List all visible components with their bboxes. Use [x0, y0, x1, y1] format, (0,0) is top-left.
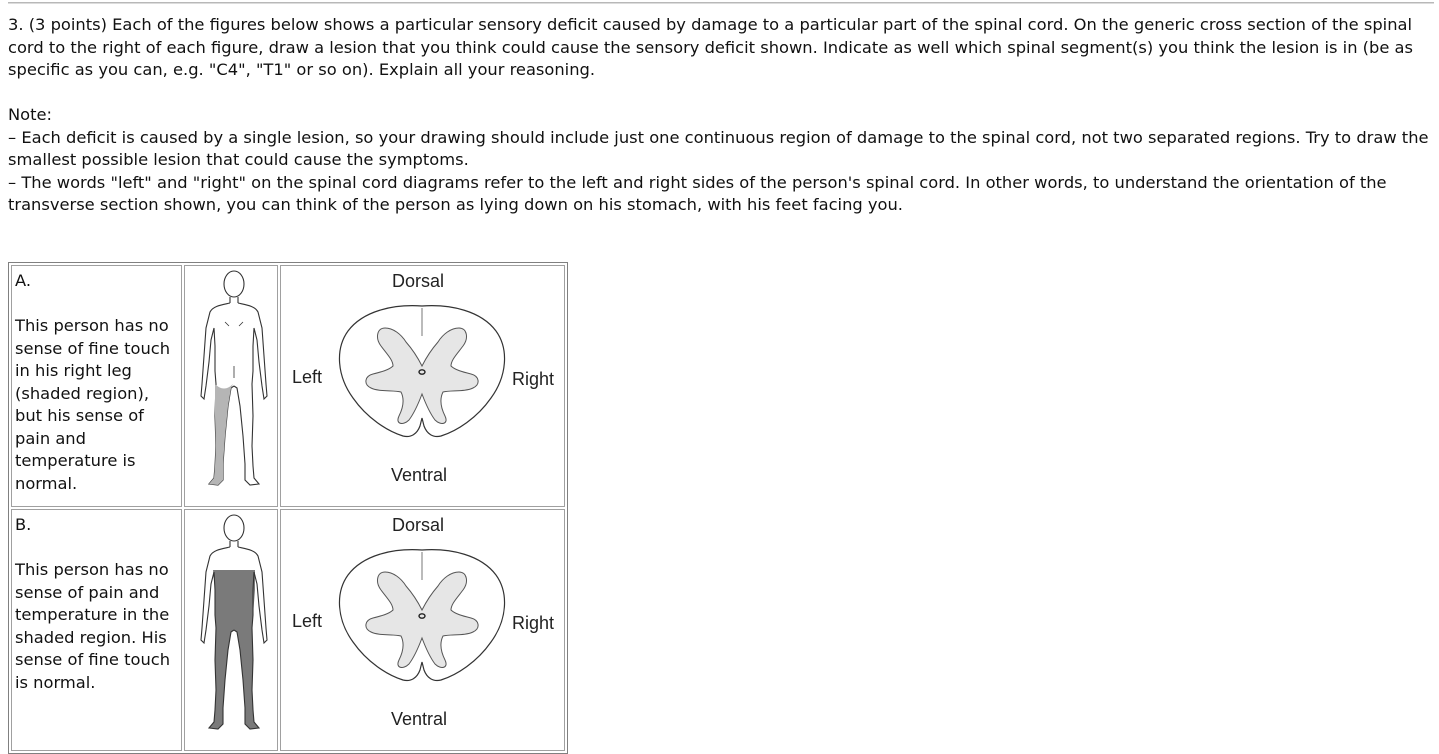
problem-b-description: This person has no sense of pain and temperature in the shaded region. His sense of fine touch is normal. — [15, 560, 171, 692]
problem-b-description-cell — [11, 509, 182, 751]
problem-a-description: This person has no sense of fine touch in his right leg (shaded region), but his sense of pain and temperature is normal. — [15, 316, 171, 493]
horizontal-rule — [8, 2, 1434, 4]
problem-b-shaded-region — [209, 570, 259, 729]
problem-a-body-figure — [185, 266, 277, 502]
problem-row-b — [11, 509, 565, 751]
problem-a-ventral-label: Ventral — [391, 465, 448, 485]
problem-b-spinal-cord-cell — [280, 509, 565, 751]
problem-b-spinal-cord-diagram — [281, 510, 564, 746]
problem-a-right-label: Right — [512, 369, 555, 389]
problem-b-ventral-label: Ventral — [391, 709, 448, 729]
problem-b-right-label: Right — [512, 613, 555, 633]
problem-row-a — [11, 265, 565, 507]
problem-b-dorsal-label: Dorsal — [392, 515, 445, 535]
problem-a-body-figure-cell — [184, 265, 278, 507]
problem-b-body-figure-cell — [184, 509, 278, 751]
problems-table — [8, 262, 568, 754]
problem-a-spinal-cord-diagram — [281, 266, 564, 502]
problem-b-left-label: Left — [292, 611, 323, 631]
problem-b-letter: B. — [15, 515, 32, 534]
question-intro: 3. (3 points) Each of the figures below shows a particular sensory deficit caused by damage to a particular part of the spinal cord. On the generic cross section of the spinal cord to the right of each figure, draw a lesion that you think could cause the sensory deficit shown. Indicate as well which spinal segment(s) you think the lesion is in (be as specific as you can, e.g. "C4", "T1" or so on). Explain all your reasoning. — [8, 15, 1414, 79]
note-heading: Note: — [8, 105, 53, 124]
problem-a-letter: A. — [15, 271, 32, 290]
note-item-1: – Each deficit is caused by a single lesion, so your drawing should include just one continuous region of damage to the spinal cord, not two separated regions. Try to draw the smallest possible lesion that could cause the symptoms. — [8, 127, 1429, 169]
problem-a-dorsal-label: Dorsal — [392, 271, 445, 291]
problem-a-description-cell — [11, 265, 182, 507]
problem-a-left-label: Left — [292, 367, 323, 387]
question-text — [8, 14, 1434, 217]
problem-a-spinal-cord-cell — [280, 265, 565, 507]
problem-b-body-figure — [185, 510, 277, 746]
note-item-2: – The words "left" and "right" on the spinal cord diagrams refer to the left and right sides of the person's spinal cord. In other words, to understand the orientation of the transverse section shown, you can think of the person as lying down on his stomach, with his feet facing you. — [8, 172, 1387, 214]
